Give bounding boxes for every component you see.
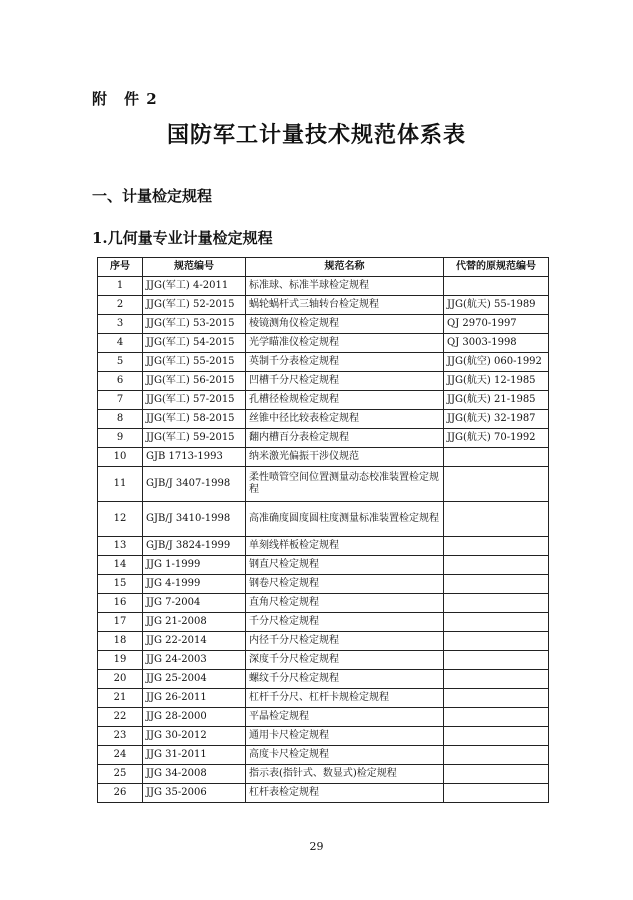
table-row — [98, 467, 549, 502]
subsection-heading: 1.几何量专业计量检定规程 — [92, 229, 273, 247]
table-row — [98, 372, 549, 391]
cell-name: 通用卡尺检定规程 — [246, 727, 444, 746]
cell-code: JJG(军工) 53-2015 — [143, 315, 246, 334]
cell-no: 8 — [98, 410, 143, 429]
table-row — [98, 448, 549, 467]
cell-name: 螺纹千分尺检定规程 — [246, 670, 444, 689]
table-row — [98, 502, 549, 537]
standards-table — [97, 257, 549, 803]
table-row — [98, 765, 549, 784]
cell-code: GJB 1713-1993 — [143, 448, 246, 467]
table-row — [98, 410, 549, 429]
cell-no: 10 — [98, 448, 143, 467]
table-row — [98, 651, 549, 670]
attachment-label: 附 件 2 — [92, 90, 158, 108]
cell-name: 柔性喷管空间位置测量动态校准装置检定规程 — [246, 467, 444, 502]
cell-no: 3 — [98, 315, 143, 334]
cell-name: 千分尺检定规程 — [246, 613, 444, 632]
cell-code: JJG 35-2006 — [143, 784, 246, 803]
table-row — [98, 277, 549, 296]
cell-name: 孔槽径检规检定规程 — [246, 391, 444, 410]
cell-code: JJG(军工) 59-2015 — [143, 429, 246, 448]
cell-code: GJB/J 3410-1998 — [143, 502, 246, 537]
cell-code: JJG(军工) 57-2015 — [143, 391, 246, 410]
cell-old — [444, 746, 549, 765]
cell-no: 14 — [98, 556, 143, 575]
header-old: 代替的原规范编号 — [444, 258, 549, 277]
cell-code: JJG 31-2011 — [143, 746, 246, 765]
cell-no: 25 — [98, 765, 143, 784]
table-row — [98, 334, 549, 353]
cell-name: 直角尺检定规程 — [246, 594, 444, 613]
cell-old — [444, 502, 549, 537]
cell-old: JJG(航天) 12-1985 — [444, 372, 549, 391]
table-row — [98, 575, 549, 594]
cell-no: 19 — [98, 651, 143, 670]
cell-name: 内径千分尺检定规程 — [246, 632, 444, 651]
table-header-row — [98, 258, 549, 277]
cell-no: 24 — [98, 746, 143, 765]
cell-code: GJB/J 3824-1999 — [143, 537, 246, 556]
cell-old — [444, 556, 549, 575]
table-row — [98, 556, 549, 575]
table-row — [98, 632, 549, 651]
cell-name: 指示表(指针式、数显式)检定规程 — [246, 765, 444, 784]
cell-code: JJG 24-2003 — [143, 651, 246, 670]
cell-no: 9 — [98, 429, 143, 448]
cell-name: 棱镜测角仪检定规程 — [246, 315, 444, 334]
cell-old — [444, 765, 549, 784]
cell-code: JJG(军工) 55-2015 — [143, 353, 246, 372]
cell-name: 平晶检定规程 — [246, 708, 444, 727]
cell-old: JJG(航天) 70-1992 — [444, 429, 549, 448]
cell-old — [444, 467, 549, 502]
cell-code: JJG(军工) 4-2011 — [143, 277, 246, 296]
cell-old: JJG(航天) 32-1987 — [444, 410, 549, 429]
cell-old — [444, 613, 549, 632]
cell-no: 18 — [98, 632, 143, 651]
cell-no: 5 — [98, 353, 143, 372]
cell-old — [444, 651, 549, 670]
cell-no: 16 — [98, 594, 143, 613]
cell-old — [444, 594, 549, 613]
table-body — [98, 277, 549, 803]
cell-no: 15 — [98, 575, 143, 594]
cell-old — [444, 632, 549, 651]
cell-name: 丝锥中径比较表检定规程 — [246, 410, 444, 429]
cell-old: JJG(航天) 55-1989 — [444, 296, 549, 315]
cell-name: 纳米激光偏振干涉仪规范 — [246, 448, 444, 467]
header-no: 序号 — [98, 258, 143, 277]
table-row — [98, 391, 549, 410]
cell-code: JJG 21-2008 — [143, 613, 246, 632]
cell-no: 21 — [98, 689, 143, 708]
cell-code: JJG 34-2008 — [143, 765, 246, 784]
cell-old: JJG(航天) 21-1985 — [444, 391, 549, 410]
cell-no: 11 — [98, 467, 143, 502]
cell-no: 13 — [98, 537, 143, 556]
page-title: 国防军工计量技术规范体系表 — [166, 122, 466, 148]
cell-old — [444, 708, 549, 727]
page-number: 29 — [309, 840, 324, 853]
cell-name: 高度卡尺检定规程 — [246, 746, 444, 765]
table-row — [98, 296, 549, 315]
cell-code: JJG 26-2011 — [143, 689, 246, 708]
section-heading: 一、计量检定规程 — [92, 187, 213, 205]
table-row — [98, 727, 549, 746]
cell-name: 深度千分尺检定规程 — [246, 651, 444, 670]
cell-name: 单刻线样板检定规程 — [246, 537, 444, 556]
cell-code: JJG(军工) 58-2015 — [143, 410, 246, 429]
header-name: 规范名称 — [246, 258, 444, 277]
cell-code: JJG 1-1999 — [143, 556, 246, 575]
cell-old — [444, 689, 549, 708]
table-row — [98, 708, 549, 727]
cell-code: JJG 7-2004 — [143, 594, 246, 613]
cell-code: GJB/J 3407-1998 — [143, 467, 246, 502]
cell-code: JJG(军工) 56-2015 — [143, 372, 246, 391]
table-row — [98, 315, 549, 334]
cell-old — [444, 784, 549, 803]
cell-name: 标准球、标准半球检定规程 — [246, 277, 444, 296]
cell-name: 杠杆表检定规程 — [246, 784, 444, 803]
cell-no: 20 — [98, 670, 143, 689]
cell-code: JJG 22-2014 — [143, 632, 246, 651]
cell-no: 2 — [98, 296, 143, 315]
cell-no: 23 — [98, 727, 143, 746]
cell-no: 1 — [98, 277, 143, 296]
cell-code: JJG(军工) 52-2015 — [143, 296, 246, 315]
table-row — [98, 537, 549, 556]
cell-no: 22 — [98, 708, 143, 727]
cell-name: 光学瞄准仪检定规程 — [246, 334, 444, 353]
cell-old: QJ 2970-1997 — [444, 315, 549, 334]
header-code: 规范编号 — [143, 258, 246, 277]
cell-old — [444, 537, 549, 556]
cell-no: 12 — [98, 502, 143, 537]
cell-code: JJG 4-1999 — [143, 575, 246, 594]
cell-name: 钢直尺检定规程 — [246, 556, 444, 575]
cell-name: 蜗轮蜗杆式三轴转台检定规程 — [246, 296, 444, 315]
table-row — [98, 746, 549, 765]
cell-code: JJG 30-2012 — [143, 727, 246, 746]
cell-old — [444, 727, 549, 746]
cell-old — [444, 670, 549, 689]
cell-name: 钢卷尺检定规程 — [246, 575, 444, 594]
cell-no: 7 — [98, 391, 143, 410]
cell-name: 高准确度圆度圆柱度测量标准装置检定规程 — [246, 502, 444, 537]
cell-no: 6 — [98, 372, 143, 391]
cell-old: QJ 3003-1998 — [444, 334, 549, 353]
cell-name: 翻内槽百分表检定规程 — [246, 429, 444, 448]
cell-no: 4 — [98, 334, 143, 353]
cell-code: JJG 25-2004 — [143, 670, 246, 689]
cell-old: JJG(航空) 060-1992 — [444, 353, 549, 372]
table-row — [98, 670, 549, 689]
cell-no: 17 — [98, 613, 143, 632]
table-row — [98, 353, 549, 372]
cell-old — [444, 277, 549, 296]
cell-name: 凹槽千分尺检定规程 — [246, 372, 444, 391]
table-row — [98, 689, 549, 708]
cell-code: JJG 28-2000 — [143, 708, 246, 727]
cell-old — [444, 575, 549, 594]
cell-no: 26 — [98, 784, 143, 803]
table-row — [98, 613, 549, 632]
table-row — [98, 784, 549, 803]
table-row — [98, 594, 549, 613]
cell-code: JJG(军工) 54-2015 — [143, 334, 246, 353]
table-row — [98, 429, 549, 448]
cell-name: 杠杆千分尺、杠杆卡规检定规程 — [246, 689, 444, 708]
cell-name: 英制千分表检定规程 — [246, 353, 444, 372]
cell-old — [444, 448, 549, 467]
